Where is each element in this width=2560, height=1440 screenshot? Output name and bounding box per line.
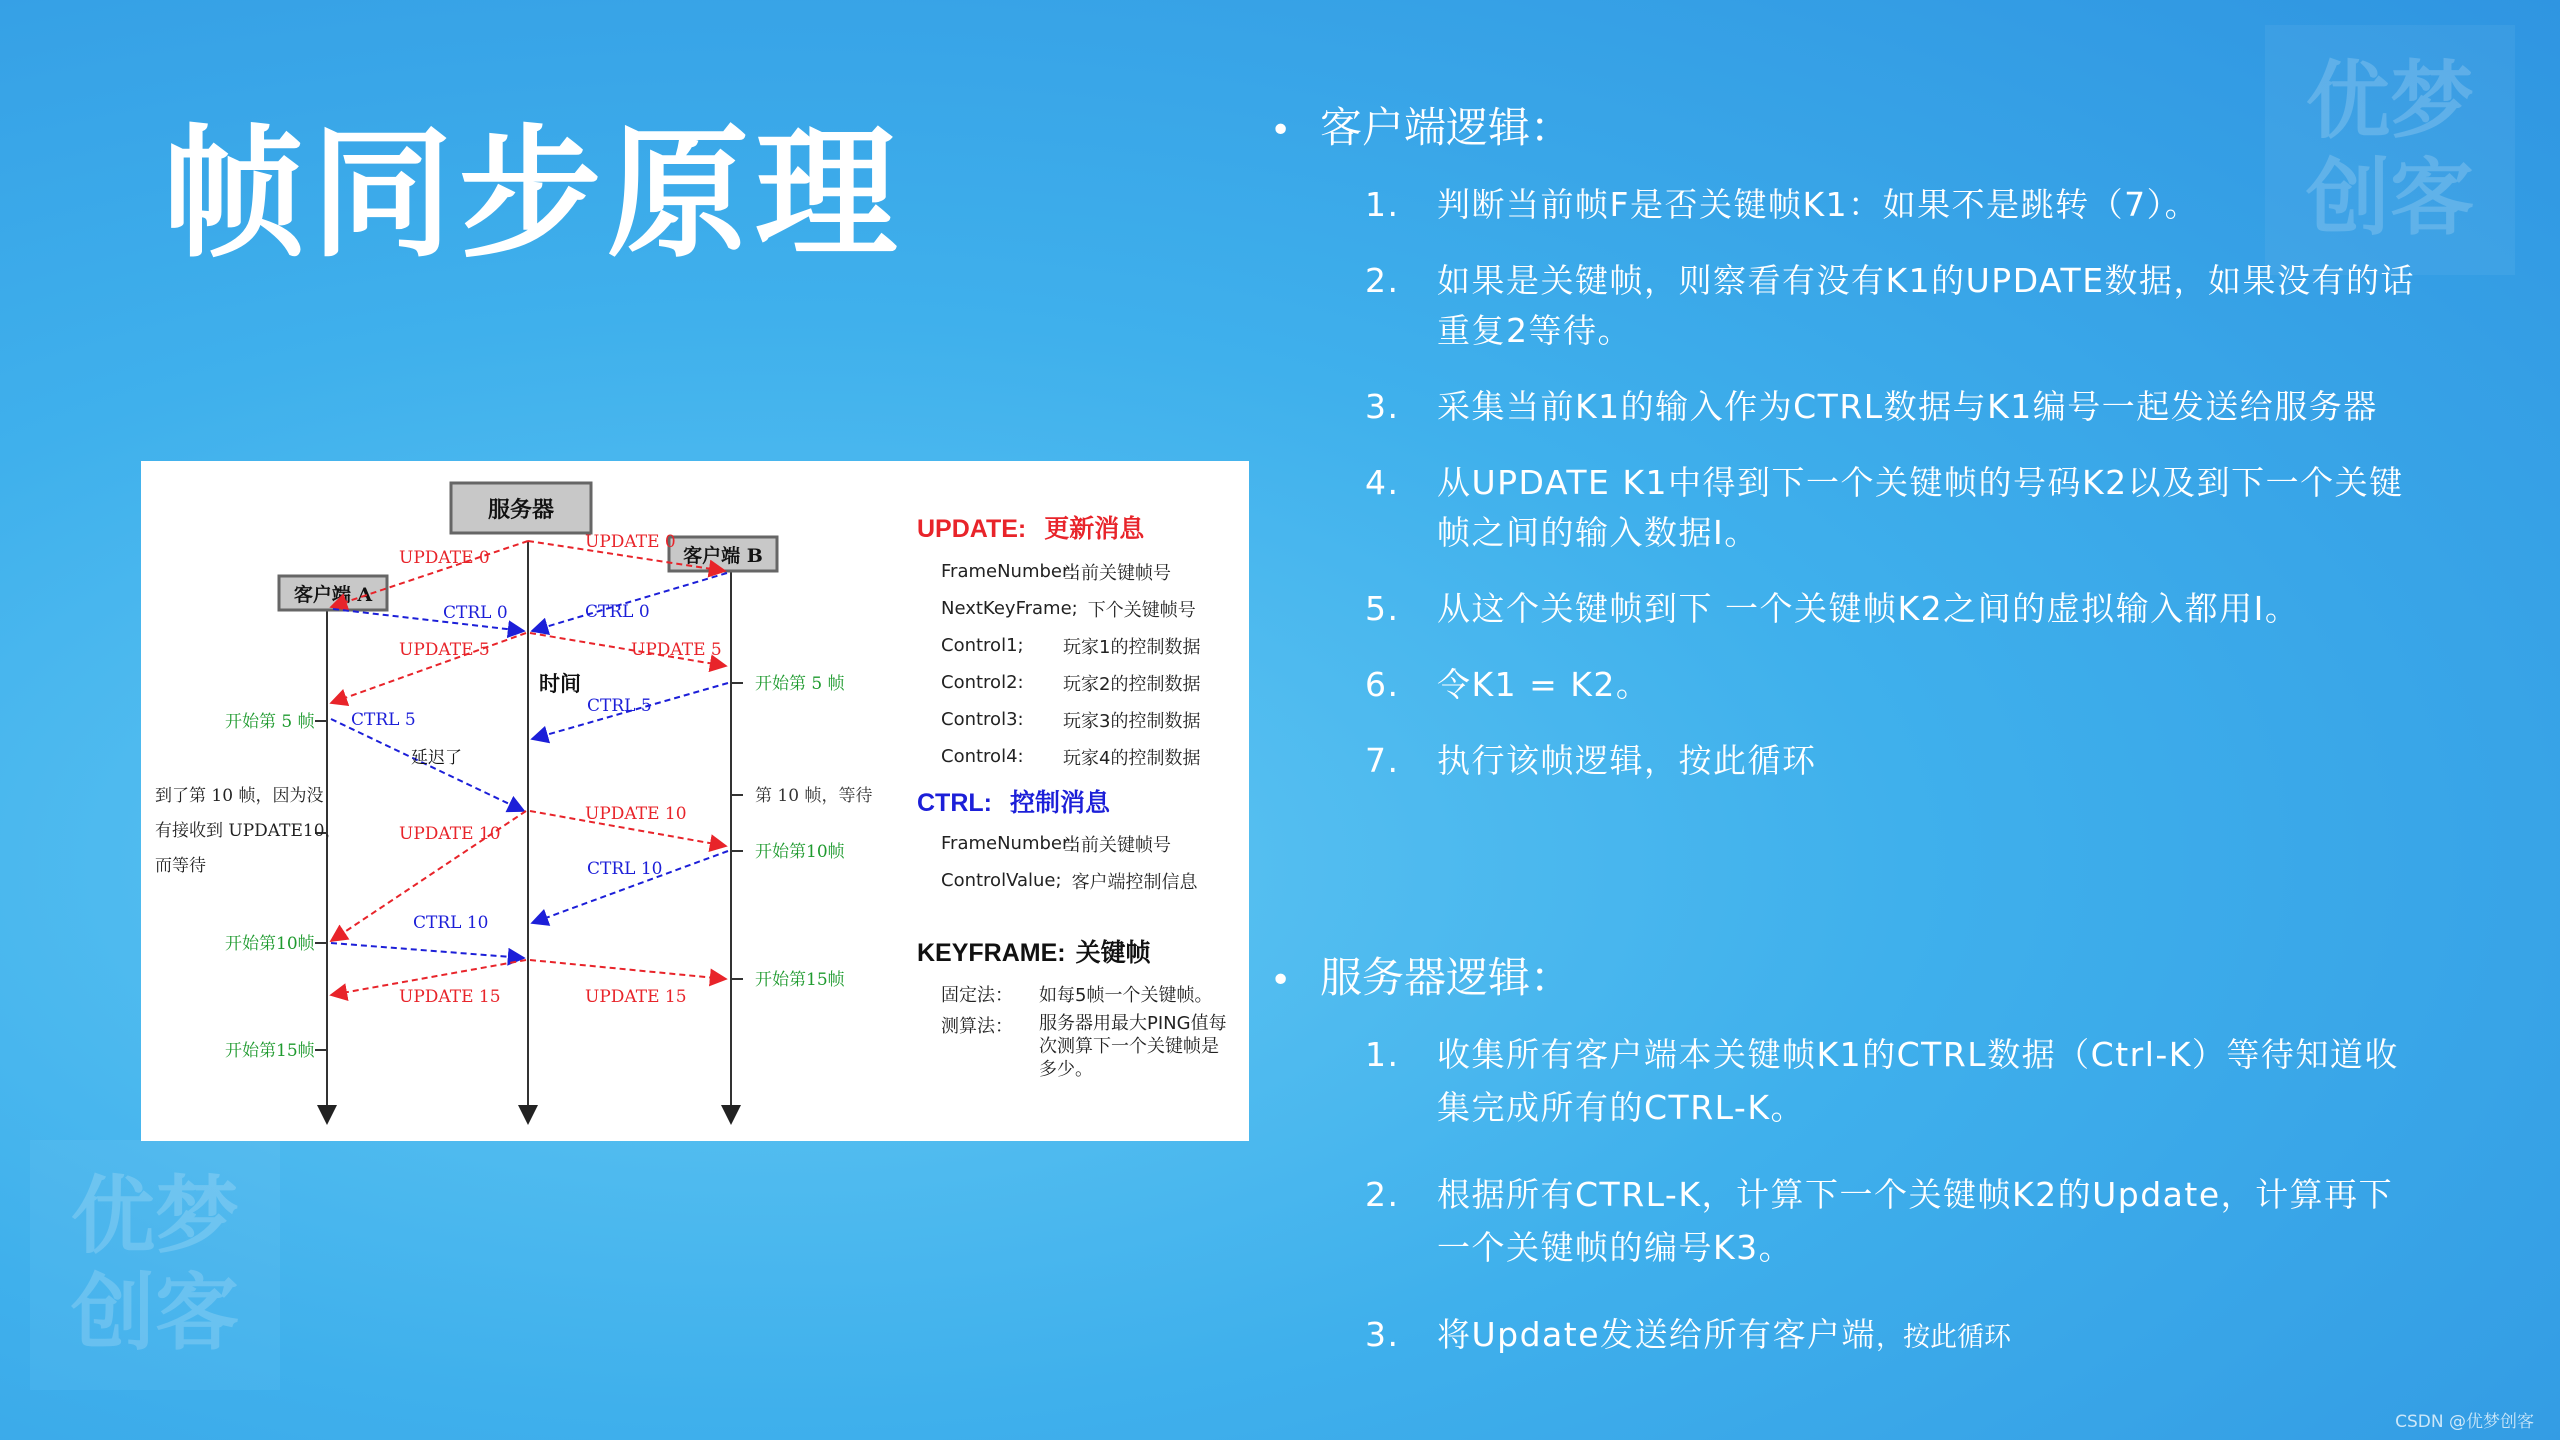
client-logic-steps (1365, 180, 2425, 786)
legend-value: 当前关键帧号 (1063, 562, 1171, 584)
step-text: 将Update发送给所有客户端 (1437, 1315, 1877, 1354)
bullet-dot-icon: • (1270, 960, 1292, 1001)
client-logic-heading-text: 客户端逻辑： (1320, 103, 1573, 152)
watermark-line2: 创客 (70, 1264, 239, 1362)
msg-update5-b-label: UPDATE 5 (631, 640, 722, 660)
legend-row (917, 862, 1237, 899)
frame-b-start5: 开始第 5 帧 (755, 674, 845, 694)
server-step (1365, 1308, 2425, 1364)
step-number: 1. (1365, 185, 1400, 224)
step-text-suffix: ，按此循环 (1876, 1322, 2012, 1353)
legend-key: ControlValue; (941, 870, 1062, 891)
step-text: 执行该帧逻辑，按此循环 (1437, 741, 1817, 780)
sequence-diagram (141, 461, 1249, 1141)
legend-row (917, 590, 1237, 627)
legend-row (917, 825, 1237, 862)
client-step (1365, 660, 2425, 710)
step-number: 4. (1365, 463, 1400, 502)
legend-ctrl-heading (917, 783, 1237, 819)
step-number: 3. (1365, 387, 1400, 426)
legend-key: 固定法： (941, 984, 1013, 1006)
legend-row (917, 664, 1237, 701)
frame-b-start15: 开始第15帧 (755, 970, 845, 990)
legend-key: FrameNumber; (941, 833, 1076, 854)
node-client-a-label: 客户端 A (293, 584, 373, 606)
step-number: 3. (1365, 1315, 1400, 1354)
step-text: 收集所有客户端本关键帧K1的CTRL数据（Ctrl-K）等待知道收集完成所有的CTRL-K。 (1437, 1035, 2399, 1127)
legend-update-key: UPDATE: (917, 515, 1027, 543)
client-step (1365, 458, 2425, 558)
legend-update-title: 更新消息 (1044, 514, 1145, 543)
server-logic-heading-text: 服务器逻辑： (1320, 953, 1573, 1002)
legend-row (917, 975, 1237, 1012)
legend-value: 如每5帧一个关键帧。 (1039, 984, 1213, 1006)
frame-b-wait10: 第 10 帧，等待 (755, 786, 873, 806)
msg-ctrl5-b-label: CTRL 5 (587, 696, 652, 716)
server-step (1365, 1028, 2425, 1134)
client-a-wait-note-2: 有接收到 UPDATE10， (155, 821, 342, 841)
msg-ctrl10-a-label: CTRL 10 (413, 913, 489, 933)
step-text: 判断当前帧F是否关键帧K1：如果不是跳转（7）。 (1437, 185, 2200, 224)
legend-key: FrameNumber; (941, 561, 1076, 582)
msg-ctrl10-from-a (331, 943, 524, 958)
legend-key: NextKeyFrame; (941, 598, 1078, 619)
legend-value: 客户端控制信息 (1071, 871, 1198, 893)
time-axis-label: 时间 (539, 671, 581, 696)
watermark-line1: 优梦 (70, 1167, 239, 1266)
step-text: 根据所有CTRL-K，计算下一个关键帧K2的Update，计算再下一个关键帧的编号K3。 (1437, 1175, 2394, 1267)
msg-update0-b-label: UPDATE 0 (585, 532, 676, 552)
legend-value: 玩家1的控制数据 (1063, 636, 1201, 658)
bullet-dot-icon: • (1270, 110, 1292, 151)
msg-update5-a-label: UPDATE 5 (399, 640, 490, 660)
step-text: 令K1 = K2。 (1437, 665, 1651, 704)
legend-row (917, 627, 1237, 664)
watermark-logo (30, 1140, 280, 1390)
node-server-label: 服务器 (487, 497, 555, 523)
frame-a-start5: 开始第 5 帧 (225, 712, 315, 732)
step-number: 6. (1365, 665, 1400, 704)
legend-key: Control2: (941, 672, 1024, 693)
legend-ctrl-key: CTRL: (917, 789, 992, 817)
msg-ctrl0-b-label: CTRL 0 (585, 602, 650, 622)
legend-key: Control3: (941, 709, 1024, 730)
legend-row (917, 1012, 1237, 1081)
msg-ctrl10-b-label: CTRL 10 (587, 859, 663, 879)
legend-row (917, 738, 1237, 775)
step-number: 1. (1365, 1035, 1400, 1074)
legend-row (917, 701, 1237, 738)
step-number: 7. (1365, 741, 1400, 780)
client-step (1365, 180, 2425, 230)
msg-update15-a-label: UPDATE 15 (399, 987, 501, 1007)
step-text: 从这个关键帧到下 一个关键帧K2之间的虚拟输入都用I。 (1437, 589, 2300, 628)
step-text: 如果是关键帧，则察看有没有K1的UPDATE数据，如果没有的话重复2等待。 (1437, 261, 2416, 350)
client-a-wait-note-3: 而等待 (155, 856, 206, 876)
legend-key: 测算法： (941, 1016, 1013, 1037)
msg-update0-a-label: UPDATE 0 (399, 548, 490, 568)
frame-b-start10: 开始第10帧 (755, 842, 845, 862)
step-text: 采集当前K1的输入作为CTRL数据与K1编号一起发送给服务器 (1437, 387, 2378, 426)
legend-value: 玩家3的控制数据 (1063, 710, 1201, 732)
msg-update15-to-b (530, 960, 726, 979)
legend-value: 下个关键帧号 (1087, 599, 1196, 621)
legend-row (917, 553, 1237, 590)
legend-ctrl-title: 控制消息 (1009, 788, 1110, 817)
legend-value: 玩家2的控制数据 (1063, 673, 1201, 695)
client-logic-heading (1270, 95, 1572, 155)
client-step (1365, 584, 2425, 634)
slide-title: 帧同步原理 (163, 112, 903, 277)
msg-delay-label: 延迟了 (411, 748, 462, 768)
node-client-b-label: 客户端 B (683, 545, 763, 567)
legend-value: 当前关键帧号 (1063, 834, 1171, 856)
legend-key: Control1; (941, 635, 1024, 656)
msg-ctrl0-a-label: CTRL 0 (443, 603, 508, 623)
step-text: 从UPDATE K1中得到下一个关键帧的号码K2以及到下一个关键帧之间的输入数据I。 (1437, 463, 2404, 552)
step-number: 5. (1365, 589, 1400, 628)
watermark-line1: 优梦 (2305, 52, 2474, 151)
step-number: 2. (1365, 1175, 1400, 1214)
server-logic-steps (1365, 1028, 2425, 1364)
diagram-legend (917, 509, 1237, 1081)
legend-keyframe-key: KEYFRAME: (917, 939, 1066, 967)
legend-key: Control4: (941, 746, 1024, 767)
credit-watermark: CSDN @优梦创客 (2395, 1412, 2534, 1432)
msg-update10-a-label: UPDATE 10 (399, 824, 501, 844)
msg-update10-b-label: UPDATE 10 (585, 804, 687, 824)
legend-value: 玩家4的控制数据 (1063, 747, 1201, 769)
legend-keyframe-title: 关键帧 (1075, 938, 1151, 967)
legend-update-heading (917, 509, 1237, 545)
client-step (1365, 256, 2425, 356)
step-number: 2. (1365, 261, 1400, 300)
frame-a-start10: 开始第10帧 (225, 934, 315, 954)
client-step (1365, 382, 2425, 432)
legend-value: 服务器用最大PING值每次测算下一个关键帧是多少。 (1039, 1013, 1227, 1080)
legend-keyframe-heading (917, 933, 1237, 969)
client-a-wait-note-1: 到了第 10 帧，因为没 (155, 786, 324, 806)
client-step (1365, 736, 2425, 786)
msg-ctrl5-a-label: CTRL 5 (351, 710, 416, 730)
server-step (1365, 1168, 2425, 1274)
frame-a-start15: 开始第15帧 (225, 1041, 315, 1061)
msg-update15-b-label: UPDATE 15 (585, 987, 687, 1007)
server-logic-heading (1270, 945, 1572, 1005)
watermark-line2: 创客 (2305, 149, 2474, 247)
